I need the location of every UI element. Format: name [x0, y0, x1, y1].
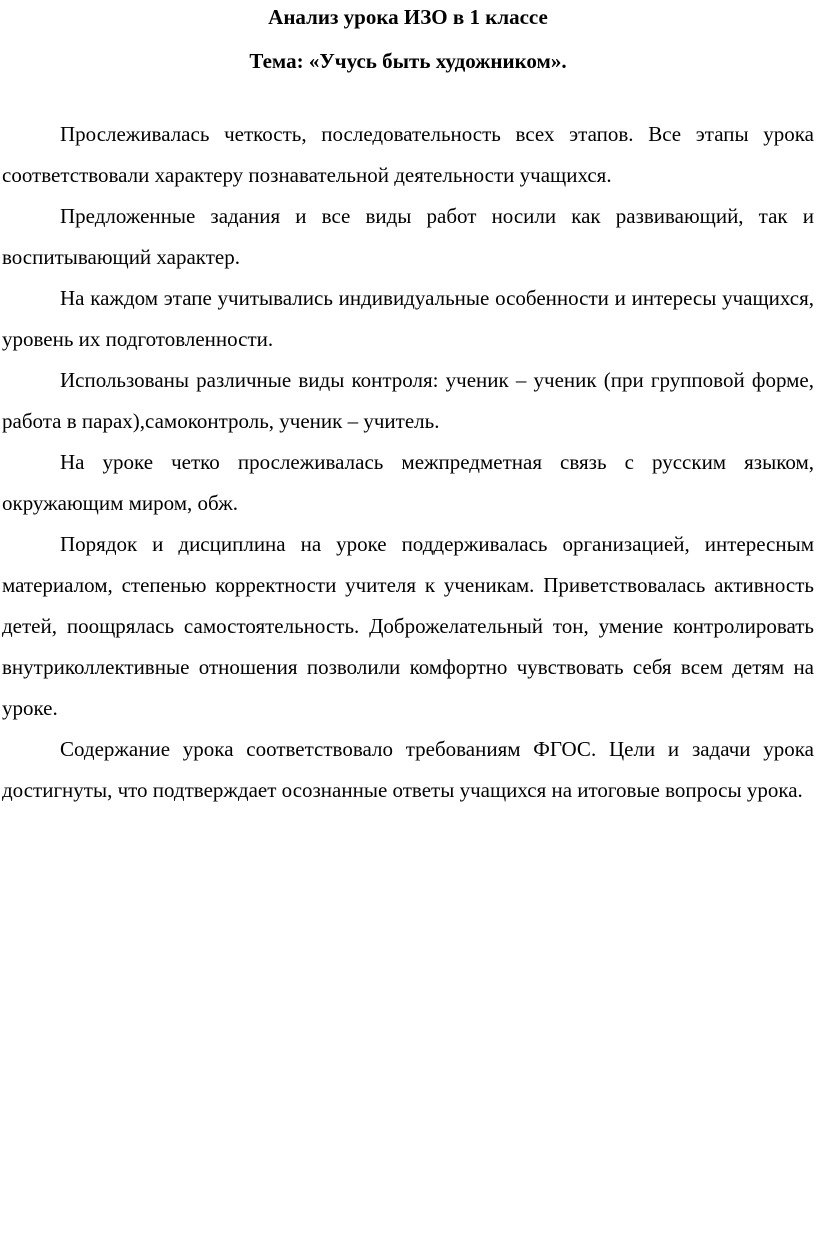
- paragraph-individual: На каждом этапе учитывались индивидуальные особенности и интересы учащихся, уровень их подготовленности.: [2, 286, 814, 351]
- paragraph-control: Использованы различные виды контроля: ученик – ученик (при групповой форме, работа в парах),самоконтроль, ученик – учитель.: [2, 368, 814, 433]
- document-title: Анализ урока ИЗО в 1 классе: [268, 5, 548, 29]
- paragraph-tasks: Предложенные задания и все виды работ носили как развивающий, так и воспитывающий характер.: [2, 204, 814, 269]
- document-subtitle: Тема: «Учусь быть художником».: [249, 49, 567, 73]
- paragraph-stages: Прослеживалась четкость, последовательность всех этапов. Все этапы урока соответствовали характеру познавательной деятельности учащихся.: [2, 122, 814, 187]
- paragraph-discipline: Порядок и дисциплина на уроке поддерживалась организацией, интересным материалом, степенью корректности учителя к ученикам. Приветствовалась активность детей, поощрялась самостоятельность. Доброжелательный тон, умение контролировать внутриколлективные отношения позволили комфортно чувствовать себя всем детям на уроке.: [2, 532, 814, 720]
- document-body: [2, 114, 814, 811]
- paragraph-conclusion: Содержание урока соответствовало требованиям ФГОС. Цели и задачи урока достигнуты, что подтверждает осознанные ответы учащихся на итоговые вопросы урока.: [2, 737, 814, 802]
- paragraph-interdisciplinary: На уроке четко прослеживалась межпредметная связь с русским языком, окружающим миром, обж.: [2, 450, 814, 515]
